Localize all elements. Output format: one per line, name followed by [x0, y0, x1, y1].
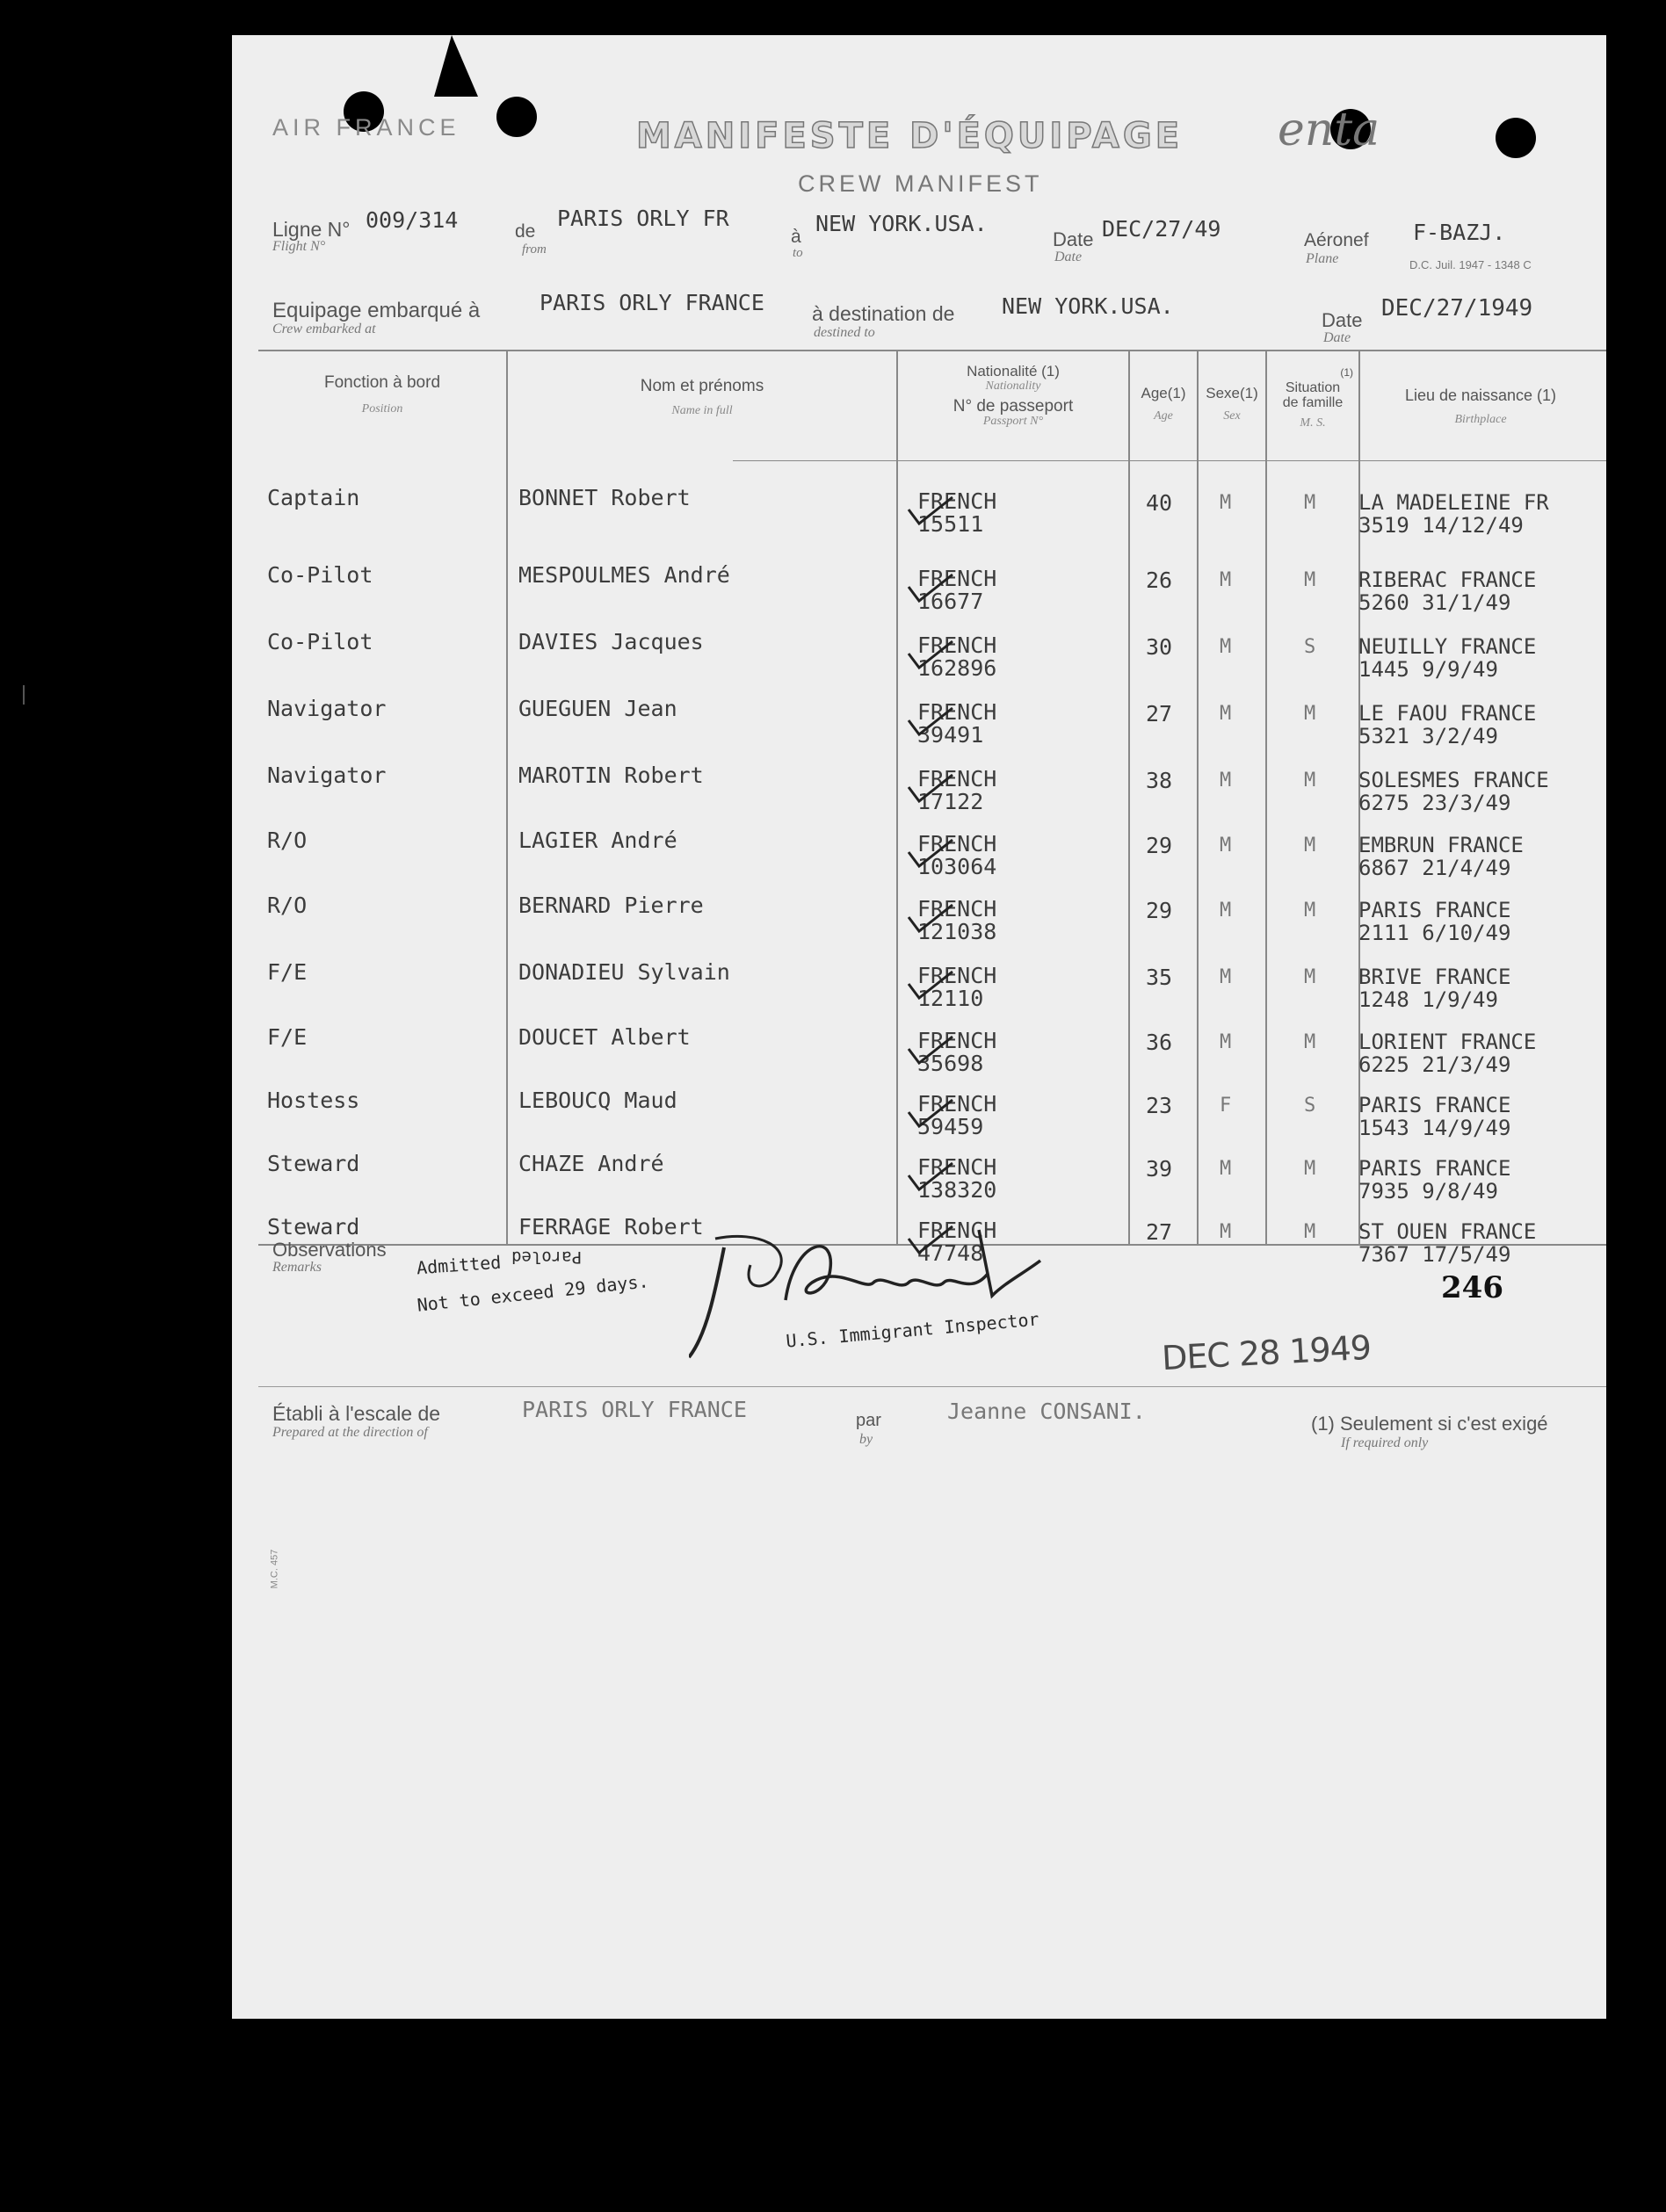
col-header-sex: Sexe(1) Sex	[1206, 385, 1258, 423]
to-a-label: à	[791, 227, 801, 247]
cell-nationality: FRENCH	[917, 1028, 997, 1053]
cell-status: M	[1304, 770, 1316, 792]
cell-birthplace: LA MADELEINE FR	[1358, 490, 1549, 515]
col-header-birthplace: Lieu de naissance (1) Birthplace	[1404, 387, 1557, 426]
from-label: from	[522, 242, 547, 257]
cell-nationality: FRENCH	[917, 633, 997, 658]
to-label: to	[793, 246, 803, 260]
cell-birth-ref: 6867 21/4/49	[1358, 856, 1511, 880]
paroled-stamp: Paroled	[511, 1247, 583, 1267]
cell-position: Steward	[267, 1151, 360, 1176]
cell-age: 23	[1146, 1093, 1173, 1118]
cell-birth-ref: 5260 31/1/49	[1358, 590, 1511, 615]
check-mark-icon	[905, 571, 958, 606]
check-mark-icon	[905, 901, 958, 936]
manifest-title: MANIFESTE D'ÉQUIPAGE	[636, 116, 1184, 156]
check-mark-icon	[905, 638, 958, 673]
embark-place: PARIS ORLY FRANCE	[540, 290, 764, 315]
date-stamp: DEC 28 1949	[1161, 1327, 1373, 1378]
cell-age: 40	[1146, 490, 1173, 516]
embark-destination: NEW YORK.USA.	[1002, 293, 1174, 319]
cell-birth-ref: 5321 3/2/49	[1358, 724, 1498, 748]
cell-nationality: FRENCH	[917, 1091, 997, 1117]
form-code: M.C. 457	[269, 1549, 280, 1589]
destination-label: à destination de	[812, 302, 955, 325]
cell-nationality: FRENCH	[917, 1218, 997, 1243]
cell-nationality: FRENCH	[917, 699, 997, 725]
cell-birth-ref: 1248 1/9/49	[1358, 987, 1498, 1012]
by-label: by	[859, 1432, 873, 1447]
check-mark-icon	[905, 968, 958, 1003]
cell-age: 30	[1146, 634, 1173, 660]
cell-status: M	[1304, 900, 1316, 922]
cell-name: BONNET Robert	[518, 485, 691, 510]
cell-age: 29	[1146, 833, 1173, 858]
cell-position: Co-Pilot	[267, 562, 373, 588]
col-header-age: Age(1) Age	[1141, 385, 1186, 423]
inspector-title: U.S. Immigrant Inspector	[785, 1308, 1040, 1352]
footnote-en: If required only	[1341, 1435, 1429, 1450]
cell-name: GUEGUEN Jean	[518, 696, 677, 721]
cell-age: 38	[1146, 768, 1173, 793]
check-mark-icon	[905, 705, 958, 740]
plane-label: Plane	[1306, 251, 1339, 266]
cell-passport: 16677	[917, 589, 984, 614]
cell-name: CHAZE André	[518, 1151, 664, 1176]
cell-sex: F	[1220, 1095, 1232, 1117]
cell-passport: 138320	[917, 1177, 997, 1203]
flight-number: 009/314	[366, 207, 459, 233]
punch-hole	[1496, 118, 1536, 158]
prepared-at: PARIS ORLY FRANCE	[522, 1397, 747, 1422]
inspector-signature	[689, 1212, 1058, 1370]
cell-name: MAROTIN Robert	[518, 763, 704, 788]
observations-label: Observations	[272, 1239, 387, 1261]
cell-passport: 12110	[917, 986, 984, 1011]
cell-age: 26	[1146, 567, 1173, 593]
cell-sex: M	[1220, 569, 1232, 591]
cell-birthplace: LE FAOU FRANCE	[1358, 701, 1537, 726]
cell-name: LEBOUCQ Maud	[518, 1088, 677, 1113]
cell-sex: M	[1220, 1221, 1232, 1243]
cell-status: M	[1304, 966, 1316, 988]
ligne-label: Ligne N°	[272, 218, 351, 241]
col-header-nationality: Nationalité (1) Nationality N° de passeport Passport N°	[953, 363, 1074, 428]
cell-name: MESPOULMES André	[518, 562, 730, 588]
flight-date: DEC/27/49	[1102, 216, 1221, 242]
cell-passport: 59459	[917, 1114, 984, 1139]
check-mark-icon	[905, 836, 958, 871]
cell-nationality: FRENCH	[917, 766, 997, 792]
cell-birthplace: RIBERAC FRANCE	[1358, 567, 1537, 592]
flight-label: Flight N°	[272, 239, 326, 254]
page-number: 246	[1441, 1270, 1503, 1305]
cell-age: 27	[1146, 1219, 1173, 1245]
cell-birthplace: PARIS FRANCE	[1358, 1156, 1511, 1181]
cell-status: M	[1304, 1158, 1316, 1180]
cell-sex: M	[1220, 770, 1232, 792]
par-label: par	[856, 1411, 881, 1430]
scan-mark	[23, 685, 25, 705]
check-mark-icon	[905, 1160, 958, 1195]
cell-passport: 103064	[917, 854, 997, 879]
flight-to: NEW YORK.USA.	[815, 211, 988, 236]
cell-passport: 162896	[917, 655, 997, 681]
cell-nationality: FRENCH	[917, 896, 997, 922]
manifest-sheet	[232, 35, 1606, 2019]
cell-name: BERNARD Pierre	[518, 893, 704, 918]
cell-birth-ref: 2111 6/10/49	[1358, 921, 1511, 945]
ink-smudge	[434, 35, 478, 97]
cell-name: DONADIEU Sylvain	[518, 959, 730, 985]
cell-status: S	[1304, 636, 1316, 658]
cell-position: Captain	[267, 485, 360, 510]
cell-status: M	[1304, 492, 1316, 514]
cell-birth-ref: 1543 14/9/49	[1358, 1116, 1511, 1140]
cell-position: F/E	[267, 959, 308, 985]
check-mark-icon	[905, 1033, 958, 1068]
cell-position: Navigator	[267, 696, 387, 721]
cell-status: M	[1304, 835, 1316, 857]
cell-status: M	[1304, 1031, 1316, 1053]
col-header-position: Fonction à bord Position	[323, 373, 441, 416]
cell-nationality: FRENCH	[917, 1154, 997, 1180]
cell-status: M	[1304, 569, 1316, 591]
cell-age: 35	[1146, 965, 1173, 990]
prepared-by: Jeanne CONSANI.	[947, 1399, 1146, 1424]
cell-nationality: FRENCH	[917, 488, 997, 514]
cell-sex: M	[1220, 835, 1232, 857]
embark-label-en: Crew embarked at	[272, 322, 376, 336]
cell-age: 36	[1146, 1030, 1173, 1055]
cell-passport: 39491	[917, 722, 984, 748]
flight-from: PARIS ORLY FR	[557, 206, 729, 231]
cell-sex: M	[1220, 703, 1232, 725]
cell-position: F/E	[267, 1024, 308, 1050]
handwritten-mark: enta	[1278, 104, 1380, 156]
not-exceed-stamp: Not to exceed 29 days.	[416, 1270, 650, 1316]
cell-passport: 47748	[917, 1240, 984, 1266]
airline-name: AIR FRANCE	[272, 114, 460, 141]
destination-label-en: destined to	[814, 325, 875, 340]
cell-name: DOUCET Albert	[518, 1024, 691, 1050]
cell-birthplace: PARIS FRANCE	[1358, 1093, 1511, 1117]
cell-passport: 15511	[917, 511, 984, 537]
cell-birthplace: NEUILLY FRANCE	[1358, 634, 1537, 659]
cell-birth-ref: 6275 23/3/49	[1358, 791, 1511, 815]
punch-hole	[496, 97, 537, 137]
prepared-label: Établi à l'escale de	[272, 1402, 441, 1425]
check-mark-icon	[905, 494, 958, 529]
cell-name: LAGIER André	[518, 828, 677, 853]
cell-position: Hostess	[267, 1088, 360, 1113]
cell-position: Navigator	[267, 763, 387, 788]
cell-position: Steward	[267, 1214, 360, 1240]
admitted-stamp: Admitted	[416, 1251, 503, 1279]
remarks-label: Remarks	[272, 1260, 322, 1275]
cell-sex: M	[1220, 1158, 1232, 1180]
edition-note: D.C. Juil. 1947 - 1348 C	[1409, 258, 1532, 271]
col-header-status: (1) Situation de famille M. S.	[1282, 366, 1353, 430]
cell-birth-ref: 1445 9/9/49	[1358, 657, 1498, 682]
cell-passport: 17122	[917, 789, 984, 814]
cell-sex: M	[1220, 966, 1232, 988]
aeronef-label: Aéronef	[1304, 230, 1369, 250]
cell-position: R/O	[267, 893, 308, 918]
cell-birth-ref: 7935 9/8/49	[1358, 1179, 1498, 1204]
flight-date-label-en: Date	[1054, 249, 1083, 264]
col-header-name: Nom et prénoms Name in full	[640, 377, 764, 417]
cell-name: DAVIES Jacques	[518, 629, 704, 654]
embark-date-label: Date	[1322, 309, 1363, 331]
cell-birth-ref: 6225 21/3/49	[1358, 1052, 1511, 1077]
cell-status: M	[1304, 703, 1316, 725]
cell-sex: M	[1220, 900, 1232, 922]
cell-birth-ref: 7367 17/5/49	[1358, 1242, 1511, 1267]
cell-nationality: FRENCH	[917, 566, 997, 591]
cell-birthplace: SOLESMES FRANCE	[1358, 768, 1549, 792]
cell-sex: M	[1220, 636, 1232, 658]
cell-age: 39	[1146, 1156, 1173, 1182]
cell-nationality: FRENCH	[917, 831, 997, 857]
cell-birthplace: ST OUEN FRANCE	[1358, 1219, 1537, 1244]
check-mark-icon	[905, 1096, 958, 1131]
from-de-label: de	[515, 221, 536, 242]
cell-passport: 35698	[917, 1051, 984, 1076]
cell-status: M	[1304, 1221, 1316, 1243]
cell-position: R/O	[267, 828, 308, 853]
cell-position: Co-Pilot	[267, 629, 373, 654]
cell-age: 29	[1146, 898, 1173, 923]
cell-passport: 121038	[917, 919, 997, 944]
cell-age: 27	[1146, 701, 1173, 726]
cell-sex: M	[1220, 1031, 1232, 1053]
cell-birthplace: LORIENT FRANCE	[1358, 1030, 1537, 1054]
cell-birth-ref: 3519 14/12/49	[1358, 513, 1524, 538]
cell-status: S	[1304, 1095, 1316, 1117]
check-mark-icon	[905, 771, 958, 806]
cell-nationality: FRENCH	[917, 963, 997, 988]
prepared-label-en: Prepared at the direction of	[272, 1425, 428, 1440]
cell-sex: M	[1220, 492, 1232, 514]
cell-name: FERRAGE Robert	[518, 1214, 704, 1240]
flight-date-label: Date	[1053, 228, 1094, 250]
cell-birthplace: PARIS FRANCE	[1358, 898, 1511, 922]
embark-date: DEC/27/1949	[1381, 295, 1533, 322]
manifest-subtitle: CREW MANIFEST	[798, 170, 1043, 197]
cell-birthplace: EMBRUN FRANCE	[1358, 833, 1524, 857]
footnote: (1) Seulement si c'est exigé	[1311, 1413, 1548, 1435]
cell-birthplace: BRIVE FRANCE	[1358, 965, 1511, 989]
plane-registration: F-BAZJ.	[1413, 220, 1506, 245]
embark-label: Equipage embarqué à	[272, 299, 481, 322]
embark-date-label-en: Date	[1323, 330, 1351, 345]
